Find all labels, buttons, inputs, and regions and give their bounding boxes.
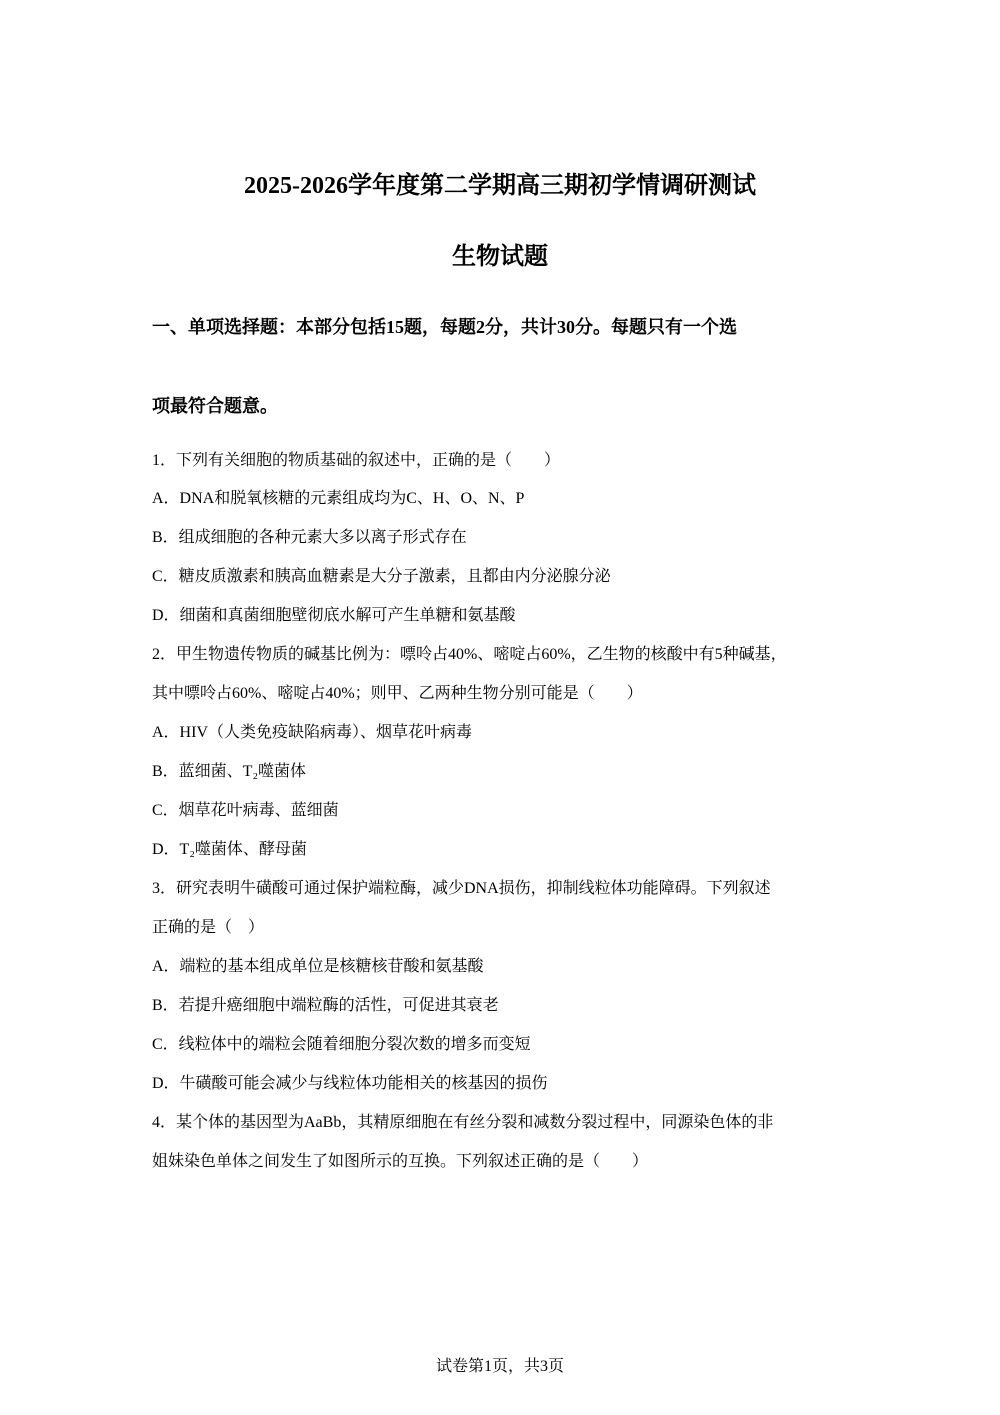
question-2-option-d: D．T₂噬菌体、酵母菌 — [152, 841, 307, 858]
question-1-option-b: B．组成细胞的各种元素大多以离子形式存在 — [152, 529, 467, 546]
question-1-option-d: D．细菌和真菌细胞壁彻底水解可产生单糖和氨基酸 — [152, 607, 516, 624]
exam-subject: 生物试题 — [452, 244, 548, 270]
question-2-stem-line1: 2．甲生物遗传物质的碱基比例为：嘌呤占40%、嘧啶占60%，乙生物的核酸中有5种碱基， — [152, 646, 787, 663]
question-3-option-b: B．若提升癌细胞中端粒酶的活性，可促进其衰老 — [152, 997, 499, 1014]
section-heading-line2: 项最符合题意。 — [152, 396, 278, 416]
section-heading-line1: 一、单项选择题：本部分包括15题，每题2分，共计30分。每题只有一个选 — [152, 317, 737, 337]
question-3-stem-line1: 3．研究表明牛磺酸可通过保护端粒酶，减少DNA损伤，抑制线粒体功能障碍。下列叙述 — [152, 880, 771, 897]
question-3-stem-line2: 正确的是（ ） — [152, 919, 265, 936]
question-2-stem-line2: 其中嘌呤占60%、嘧啶占40%；则甲、乙两种生物分别可能是（ ） — [152, 685, 643, 702]
question-1-option-a: A．DNA和脱氧核糖的元素组成均为C、H、O、N、P — [152, 490, 525, 507]
question-2-option-a: A．HIV（人类免疫缺陷病毒）、烟草花叶病毒 — [152, 724, 472, 741]
exam-title: 2025-2026学年度第二学期高三期初学情调研测试 — [244, 173, 756, 199]
page-footer: 试卷第1页，共3页 — [435, 1358, 564, 1375]
question-3-option-c: C．线粒体中的端粒会随着细胞分裂次数的增多而变短 — [152, 1036, 531, 1053]
question-3-option-a: A．端粒的基本组成单位是核糖核苷酸和氨基酸 — [152, 958, 484, 975]
question-4-stem-line1: 4．某个体的基因型为AaBb，其精原细胞在有丝分裂和减数分裂过程中，同源染色体的非 — [152, 1114, 774, 1131]
question-1-option-c: C．糖皮质激素和胰高血糖素是大分子激素，且都由内分泌腺分泌 — [152, 568, 611, 585]
question-1-stem: 1．下列有关细胞的物质基础的叙述中，正确的是（ ） — [152, 452, 561, 469]
question-2-option-c: C．烟草花叶病毒、蓝细菌 — [152, 802, 339, 819]
question-2-option-b: B．蓝细菌、T₂噬菌体 — [152, 763, 307, 780]
question-4-stem-line2: 姐妹染色单体之间发生了如图所示的互换。下列叙述正确的是（ ） — [152, 1153, 649, 1170]
question-3-option-d: D．牛磺酸可能会减少与线粒体功能相关的核基因的损伤 — [152, 1075, 548, 1092]
